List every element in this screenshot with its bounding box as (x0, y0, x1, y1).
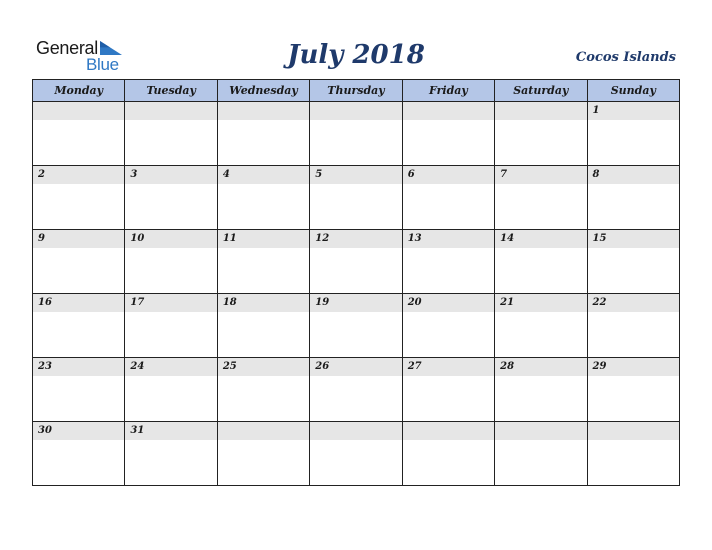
day-cell[interactable] (125, 230, 217, 294)
day-number-bar (125, 294, 216, 312)
day-cell[interactable] (587, 166, 679, 230)
day-number-bar (218, 358, 309, 376)
day-cell[interactable] (310, 230, 402, 294)
day-number-bar (33, 102, 124, 120)
day-number-bar (33, 422, 124, 440)
day-cell[interactable] (125, 358, 217, 422)
day-number-bar (310, 102, 401, 120)
week-row (33, 102, 680, 166)
day-number-bar (218, 294, 309, 312)
day-number: 24 (130, 361, 145, 372)
day-number: 10 (130, 233, 145, 244)
day-number-bar (125, 422, 216, 440)
weekday-friday: Friday (402, 80, 494, 102)
day-number-bar (588, 422, 679, 440)
day-cell[interactable] (402, 102, 494, 166)
week-row (33, 166, 680, 230)
day-cell[interactable] (125, 102, 217, 166)
weekday-monday: Monday (33, 80, 125, 102)
logo-word-blue: Blue (86, 55, 119, 74)
day-cell[interactable] (217, 358, 309, 422)
day-number-bar (310, 230, 401, 248)
day-number: 7 (500, 169, 508, 180)
region-label: Cocos Islands (575, 50, 676, 65)
day-number-bar (125, 166, 216, 184)
weekday-wednesday: Wednesday (217, 80, 309, 102)
weekday-header-row (33, 80, 680, 102)
day-number-bar (125, 358, 216, 376)
day-number: 11 (222, 233, 237, 244)
day-number: 14 (500, 233, 515, 244)
day-cell[interactable] (495, 102, 587, 166)
day-cell[interactable] (587, 102, 679, 166)
day-number-bar (310, 166, 401, 184)
day-number-bar (33, 166, 124, 184)
day-cell[interactable] (217, 166, 309, 230)
day-number: 27 (407, 361, 422, 372)
day-cell[interactable] (33, 358, 125, 422)
day-number: 17 (130, 297, 145, 308)
day-number: 3 (130, 169, 138, 180)
calendar-title: July 2018 (287, 40, 425, 70)
day-number: 9 (38, 233, 45, 244)
day-cell[interactable] (33, 166, 125, 230)
week-row (33, 422, 680, 486)
day-cell[interactable] (587, 294, 679, 358)
week-row (33, 358, 680, 422)
day-cell[interactable] (587, 230, 679, 294)
day-number-bar (495, 294, 586, 312)
day-number-bar (495, 166, 586, 184)
day-number: 4 (222, 169, 230, 180)
day-number: 23 (38, 361, 52, 372)
day-number: 18 (222, 297, 237, 308)
day-number: 5 (315, 169, 323, 180)
day-number-bar (588, 102, 679, 120)
weekday-tuesday: Tuesday (125, 80, 217, 102)
week-row (33, 230, 680, 294)
day-number: 16 (38, 297, 52, 308)
day-cell[interactable] (310, 166, 402, 230)
day-cell[interactable] (33, 102, 125, 166)
weekday-saturday: Saturday (495, 80, 587, 102)
day-cell[interactable] (402, 422, 494, 486)
day-number: 1 (592, 105, 600, 116)
day-number-bar (218, 166, 309, 184)
day-number: 19 (315, 297, 330, 308)
day-number-bar (588, 166, 679, 184)
day-number: 13 (407, 233, 422, 244)
day-number-bar (495, 230, 586, 248)
day-number-bar (310, 294, 401, 312)
day-number-bar (310, 358, 401, 376)
day-cell[interactable] (217, 294, 309, 358)
day-number: 31 (130, 425, 145, 436)
day-number-bar (403, 166, 494, 184)
day-cell[interactable] (310, 102, 402, 166)
weekday-sunday: Sunday (587, 80, 679, 102)
day-cell[interactable] (310, 422, 402, 486)
day-number-bar (218, 102, 309, 120)
day-number: 2 (38, 169, 45, 180)
day-number-bar (403, 358, 494, 376)
day-number-bar (218, 230, 309, 248)
calendar-body (33, 102, 680, 486)
day-number: 20 (407, 297, 422, 308)
day-number: 29 (592, 361, 607, 372)
day-cell[interactable] (125, 166, 217, 230)
day-cell[interactable] (402, 358, 494, 422)
day-number-bar (218, 422, 309, 440)
day-number-bar (33, 294, 124, 312)
day-number-bar (495, 102, 586, 120)
day-number-bar (588, 294, 679, 312)
day-cell[interactable] (33, 230, 125, 294)
day-cell[interactable] (495, 358, 587, 422)
day-cell[interactable] (125, 294, 217, 358)
day-number-bar (588, 230, 679, 248)
day-cell[interactable] (310, 294, 402, 358)
day-number-bar (403, 102, 494, 120)
day-number: 28 (500, 361, 515, 372)
day-number: 6 (407, 169, 415, 180)
day-number-bar (495, 422, 586, 440)
day-cell[interactable] (495, 230, 587, 294)
day-number-bar (403, 422, 494, 440)
day-cell[interactable] (587, 422, 679, 486)
day-number: 8 (592, 169, 600, 180)
day-cell[interactable] (125, 422, 217, 486)
day-cell[interactable] (217, 422, 309, 486)
day-number-bar (403, 294, 494, 312)
day-number: 22 (592, 297, 607, 308)
day-cell[interactable] (33, 422, 125, 486)
day-number-bar (33, 230, 124, 248)
day-cell[interactable] (33, 294, 125, 358)
day-cell[interactable] (587, 358, 679, 422)
day-cell[interactable] (495, 294, 587, 358)
day-number: 12 (315, 233, 330, 244)
day-cell[interactable] (217, 230, 309, 294)
day-number: 25 (222, 361, 237, 372)
day-number: 15 (592, 233, 607, 244)
day-number-bar (588, 358, 679, 376)
day-cell[interactable] (402, 230, 494, 294)
calendar-grid (32, 79, 680, 486)
day-number-bar (125, 230, 216, 248)
day-cell[interactable] (402, 294, 494, 358)
day-number-bar (495, 358, 586, 376)
day-cell[interactable] (217, 102, 309, 166)
day-number: 26 (315, 361, 330, 372)
day-number: 21 (500, 297, 515, 308)
day-cell[interactable] (495, 166, 587, 230)
day-number-bar (403, 230, 494, 248)
week-row (33, 294, 680, 358)
day-number-bar (125, 102, 216, 120)
logo-word-general: General (36, 38, 98, 58)
day-number-bar (33, 358, 124, 376)
day-number-bar (310, 422, 401, 440)
day-cell[interactable] (310, 358, 402, 422)
day-cell[interactable] (495, 422, 587, 486)
weekday-thursday: Thursday (310, 80, 402, 102)
day-cell[interactable] (402, 166, 494, 230)
day-number: 30 (38, 425, 52, 436)
